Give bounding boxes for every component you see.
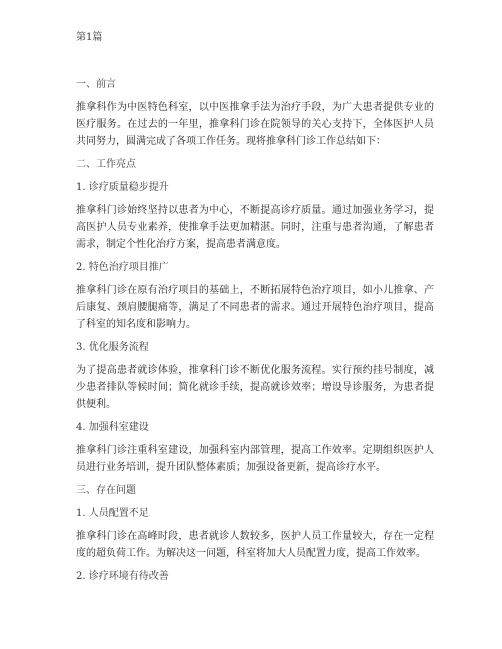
paragraph-department-building: 推拿科门诊注重科室建设，加强科室内部管理，提高工作效率。定期组织医护人员进行业务培训，提升团队整体素质；加强设备更新，提高诊疗水平。 <box>76 445 434 473</box>
subheading-staffing: 1. 人员配置不足 <box>76 508 149 519</box>
paragraph-quality: 推拿科门诊始终坚持以患者为中心，不断提高诊疗质量。通过加强业务学习，提高医护人员专业素养，使推拿手法更加精湛。同时，注重与患者沟通，了解患者需求，制定个性化治疗方案，提高患者满意度。 <box>76 205 434 250</box>
section-heading-problems: 三、存在问题 <box>76 485 136 496</box>
subheading-environment: 2. 诊疗环境有待改善 <box>76 571 169 582</box>
chapter-title: 第1篇 <box>76 32 103 43</box>
subheading-special-treatment: 2. 特色治疗项目推广 <box>76 262 169 273</box>
subheading-quality: 1. 诊疗质量稳步提升 <box>76 182 169 193</box>
paragraph-special-treatment: 推拿科门诊在原有治疗项目的基础上，不断拓展特色治疗项目，如小儿推拿、产后康复、颈肩腰腿痛等，满足了不同患者的需求。通过开展特色治疗项目，提高了科室的知名度和影响力。 <box>76 285 434 330</box>
section-heading-preface: 一、前言 <box>76 79 116 90</box>
subheading-department-building: 4. 加强科室建设 <box>76 422 149 433</box>
subheading-service-flow: 3. 优化服务流程 <box>76 342 149 353</box>
paragraph-preface: 推拿科作为中医特色科室，以中医推拿手法为治疗手段，为广大患者提供专业的医疗服务。在过去的一年里，推拿科门诊在院领导的关心支持下，全体医护人员共同努力，圆满完成了各项工作任务。现将推拿科门诊工作总结如下： <box>76 102 434 147</box>
paragraph-staffing: 推拿科门诊在高峰时段，患者就诊人数较多，医护人员工作量较大，存在一定程度的超负荷工作。为解决这一问题，科室将加大人员配置力度，提高工作效率。 <box>76 531 434 559</box>
section-heading-highlights: 二、工作亮点 <box>76 159 136 170</box>
paragraph-service-flow: 为了提高患者就诊体验，推拿科门诊不断优化服务流程。实行预约挂号制度，减少患者排队等候时间；简化就诊手续，提高就诊效率；增设导诊服务，为患者提供便利。 <box>76 365 434 410</box>
